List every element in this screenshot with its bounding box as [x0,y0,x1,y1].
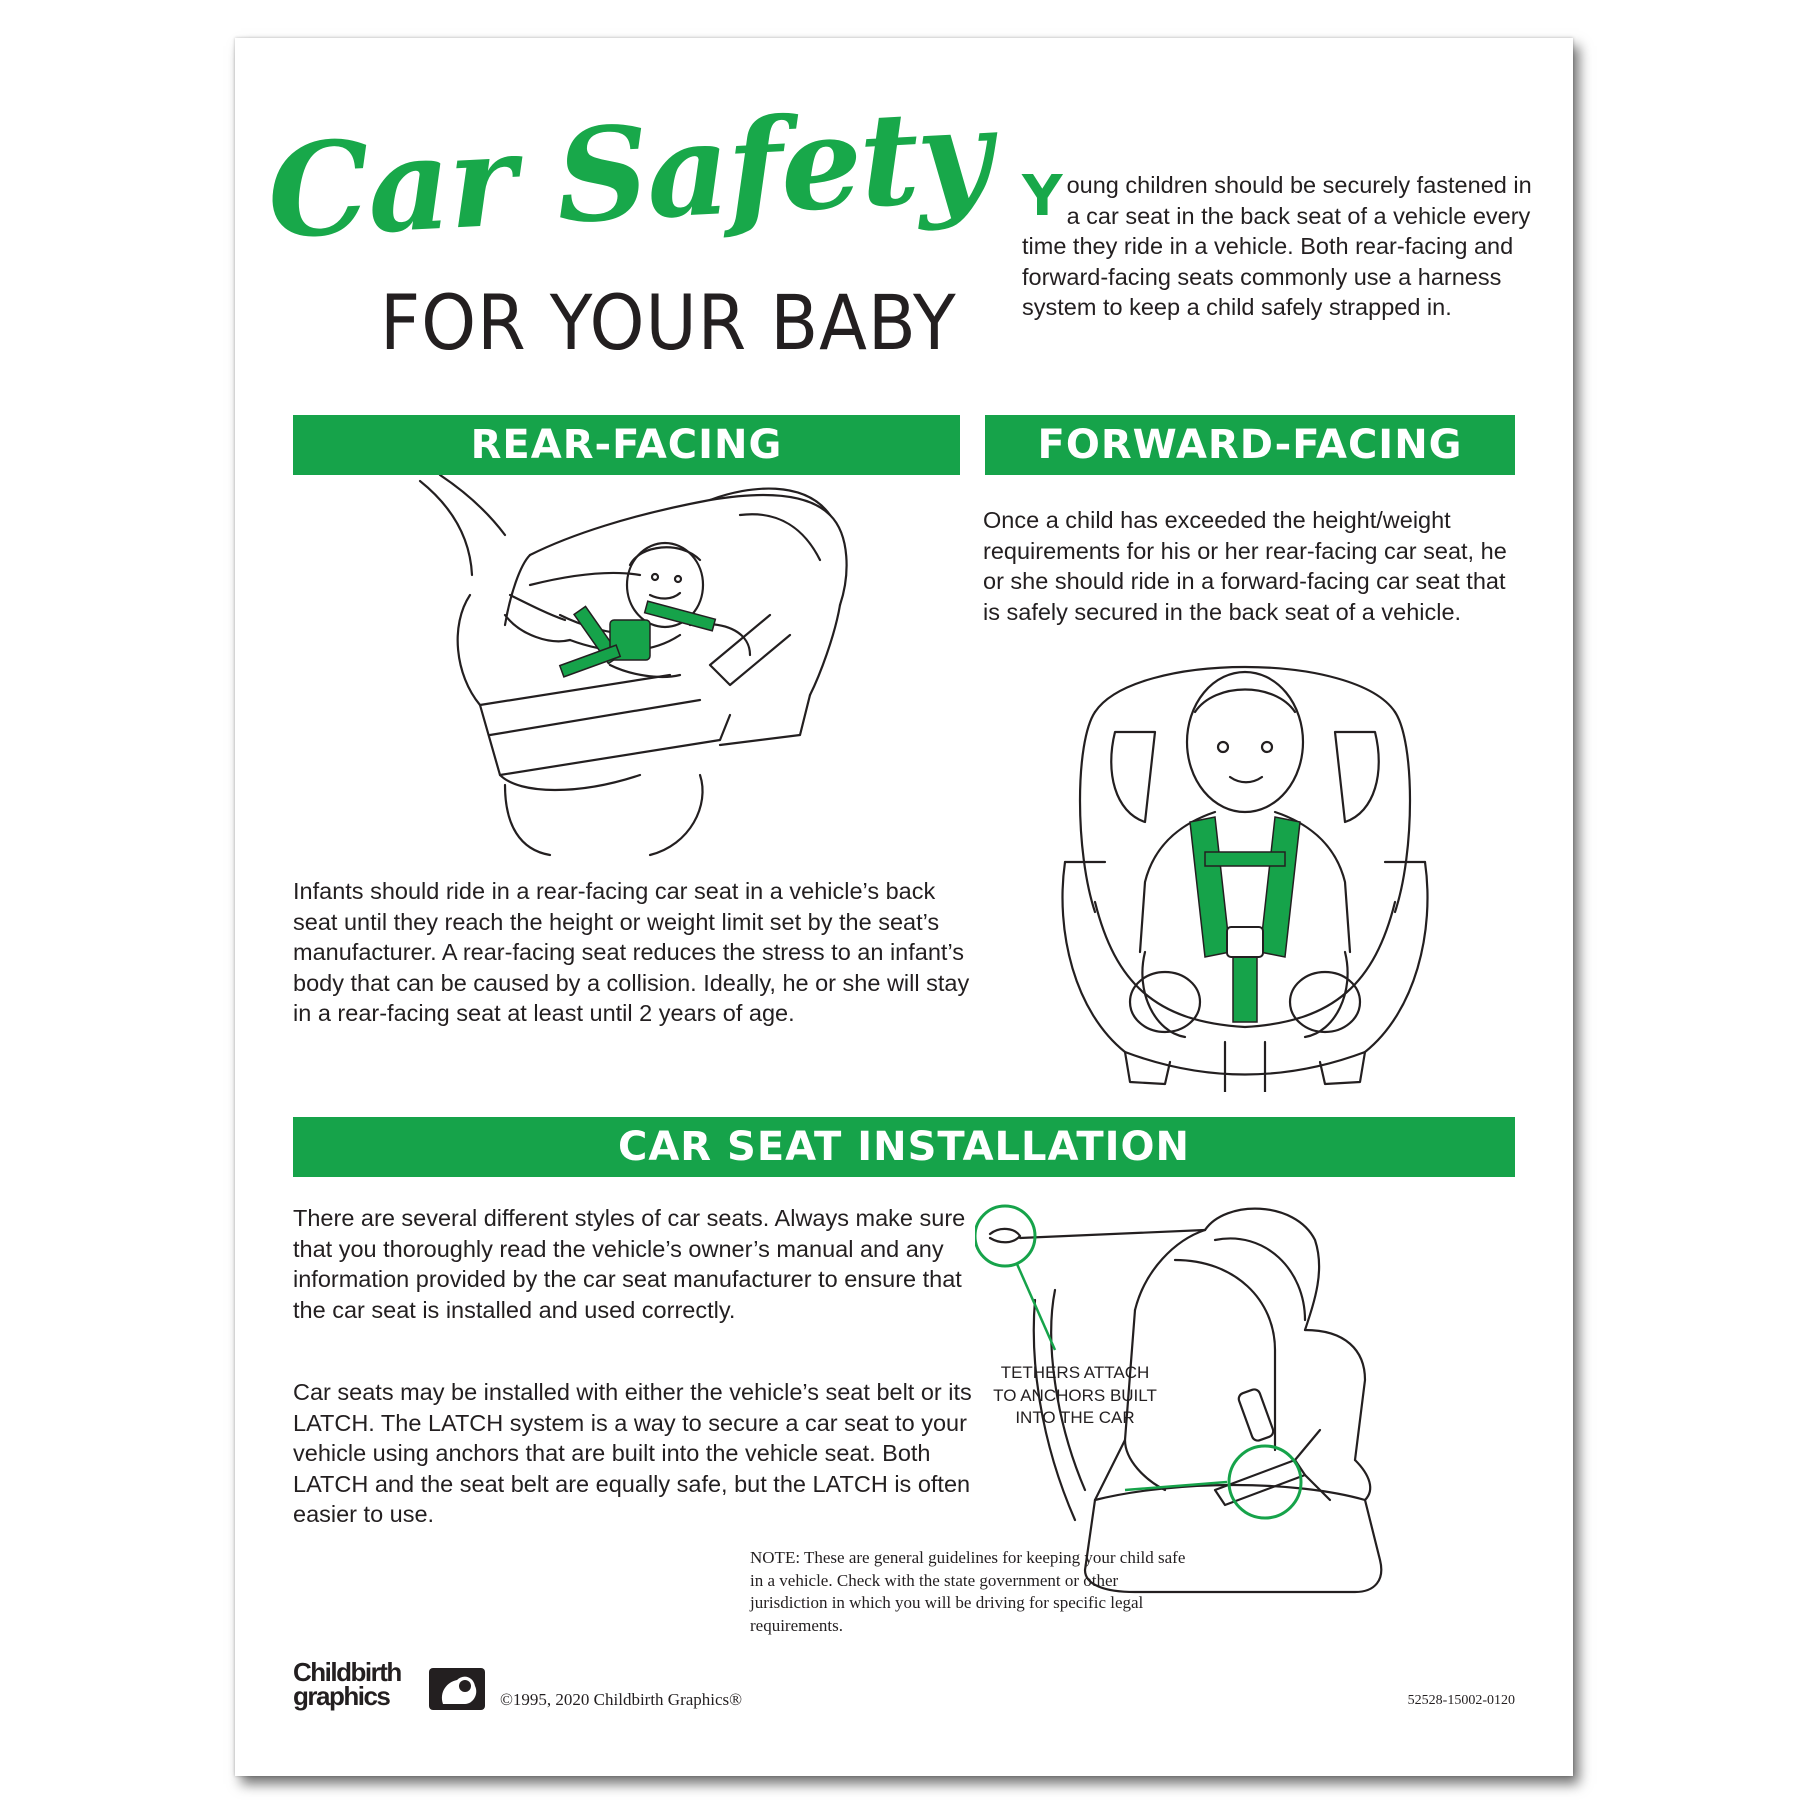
note-text: NOTE: These are general guidelines for keeping your child safe in a vehicle. Check with the state government or other jurisdiction in which you will be driving for specific legal requirements. [750,1548,1186,1635]
installation-paragraph-1: There are several different styles of car seats. Always make sure that you thoroughly read the vehicle’s owner’s manual and any information provided by the car seat manufacturer to ensure that the car seat is installed and used correctly. [293,1205,966,1323]
intro-text: oung children should be securely fastened in a car seat in the back seat of a vehicle every time they ride in a vehicle. Both rear-facing and forward-facing seats commonly use a harness system to keep a child safely strapped in. [1022,172,1532,320]
copyright-notice: ©1995, 2020 Childbirth Graphics® [500,1690,743,1709]
installation-paragraph-2: Car seats may be installed with either the vehicle’s seat belt or its LATCH. The LATCH system is a way to secure a car seat to your vehicle using anchors that are built into the vehicle seat. Both LATCH and the seat belt are equally safe, but the LATCH is often easier to use. [293,1379,972,1527]
logo-line-1: Childbirth [293,1657,401,1687]
title-script: Car Safety [264,80,994,268]
logo-mark-icon [429,1664,485,1710]
rear-facing-heading: REAR-FACING [293,415,960,475]
rear-facing-text: Infants should ride in a rear-facing car seat in a vehicle’s back seat until they reach the height or weight limit set by the seat’s manufacturer. A rear-facing seat reduces the stress to an infant’s body that can be caused by a collision. Ideally, he or she will stay in a rear-facing seat at least until 2 years of age. [293,878,970,1026]
intro-dropcap: Y [1022,164,1063,229]
logo-wordmark [293,1657,433,1711]
forward-facing-text: Once a child has exceeded the height/weight requirements for his or her rear-facing car seat, he or she should ride in a forward-facing car seat that is safely secured in the back seat of a vehicle. [983,507,1507,625]
intro-paragraph [1022,164,1542,323]
forward-facing-heading: FORWARD-FACING [985,415,1515,475]
tether-callout-label: TETHERS ATTACH TO ANCHORS BUILT INTO THE CAR [993,1363,1157,1427]
childbirth-graphics-logo [293,1657,493,1720]
rear-facing-seat-illustration [410,475,910,865]
product-code: 52528-15002-0120 [1407,1693,1515,1708]
title-subtitle: FOR YOUR BABY [380,278,957,367]
logo-line-2: graphics [293,1681,390,1711]
forward-facing-seat-illustration [1055,652,1435,1092]
installation-heading: CAR SEAT INSTALLATION [293,1117,1515,1177]
